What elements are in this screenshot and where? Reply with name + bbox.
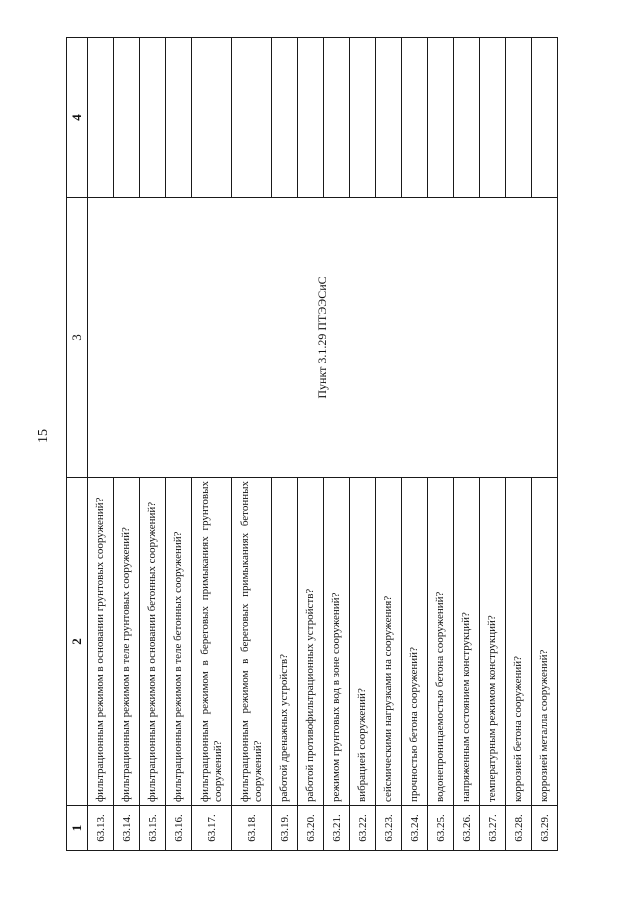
answer-cell: [402, 38, 428, 198]
answer-cell: [376, 38, 402, 198]
row-question: фильтрационным режимом в основании бетонных сооружений?: [140, 478, 166, 806]
answer-cell: [506, 38, 532, 198]
row-question: фильтрационным режимом в теле грунтовых сооружений?: [114, 478, 140, 806]
row-number: 63.19.: [272, 806, 298, 851]
col-header-2: 2: [67, 478, 88, 806]
row-question: фильтрационным режимом в береговых примыканиях грунтовых сооружений?: [192, 478, 232, 806]
header-row: [67, 38, 88, 851]
row-number: 63.15.: [140, 806, 166, 851]
row-question: работой противофильтрационных устройств?: [298, 478, 324, 806]
answer-cell: [140, 38, 166, 198]
checklist-table: [66, 37, 558, 851]
row-question: фильтрационным режимом в основании грунтовых сооружений?: [88, 478, 114, 806]
table-row: [88, 38, 114, 851]
row-number: 63.29.: [532, 806, 558, 851]
row-number: 63.25.: [428, 806, 454, 851]
answer-cell: [350, 38, 376, 198]
row-question: водонепроницаемостью бетона сооружений?: [428, 478, 454, 806]
answer-cell: [272, 38, 298, 198]
row-question: коррозией металла сооружений?: [532, 478, 558, 806]
row-number: 63.20.: [298, 806, 324, 851]
answer-cell: [532, 38, 558, 198]
answer-cell: [480, 38, 506, 198]
answer-cell: [114, 38, 140, 198]
row-question: коррозией бетона сооружений?: [506, 478, 532, 806]
rotated-table-container: [66, 38, 555, 851]
row-question: напряженным состоянием конструкций?: [454, 478, 480, 806]
answer-cell: [232, 38, 272, 198]
row-question: фильтрационным режимом в береговых примыканиях бетонных сооружений?: [232, 478, 272, 806]
row-question: температурным режимом конструкций?: [480, 478, 506, 806]
row-number: 63.16.: [166, 806, 192, 851]
answer-cell: [298, 38, 324, 198]
row-question: вибрацией сооружений?: [350, 478, 376, 806]
row-number: 63.28.: [506, 806, 532, 851]
col-header-1: 1: [67, 806, 88, 851]
row-number: 63.21.: [324, 806, 350, 851]
row-number: 63.18.: [232, 806, 272, 851]
row-question: работой дренажных устройств?: [272, 478, 298, 806]
answer-cell: [166, 38, 192, 198]
row-question: фильтрационным режимом в теле бетонных сооружений?: [166, 478, 192, 806]
reference-cell: Пункт 3.1.29 ПТЭЭСиС: [88, 198, 558, 478]
row-question: сейсмическими нагрузками на сооружения?: [376, 478, 402, 806]
answer-cell: [192, 38, 232, 198]
row-question: режимом грунтовых вод в зоне сооружений?: [324, 478, 350, 806]
col-header-3: 3: [67, 198, 88, 478]
page-number: 15: [36, 429, 51, 443]
row-number: 63.24.: [402, 806, 428, 851]
row-question: прочностью бетона сооружений?: [402, 478, 428, 806]
row-number: 63.13.: [88, 806, 114, 851]
answer-cell: [428, 38, 454, 198]
answer-cell: [454, 38, 480, 198]
row-number: 63.27.: [480, 806, 506, 851]
row-number: 63.23.: [376, 806, 402, 851]
answer-cell: [324, 38, 350, 198]
row-number: 63.17.: [192, 806, 232, 851]
answer-cell: [88, 38, 114, 198]
row-number: 63.14.: [114, 806, 140, 851]
row-number: 63.26.: [454, 806, 480, 851]
row-number: 63.22.: [350, 806, 376, 851]
col-header-4: 4: [67, 38, 88, 198]
